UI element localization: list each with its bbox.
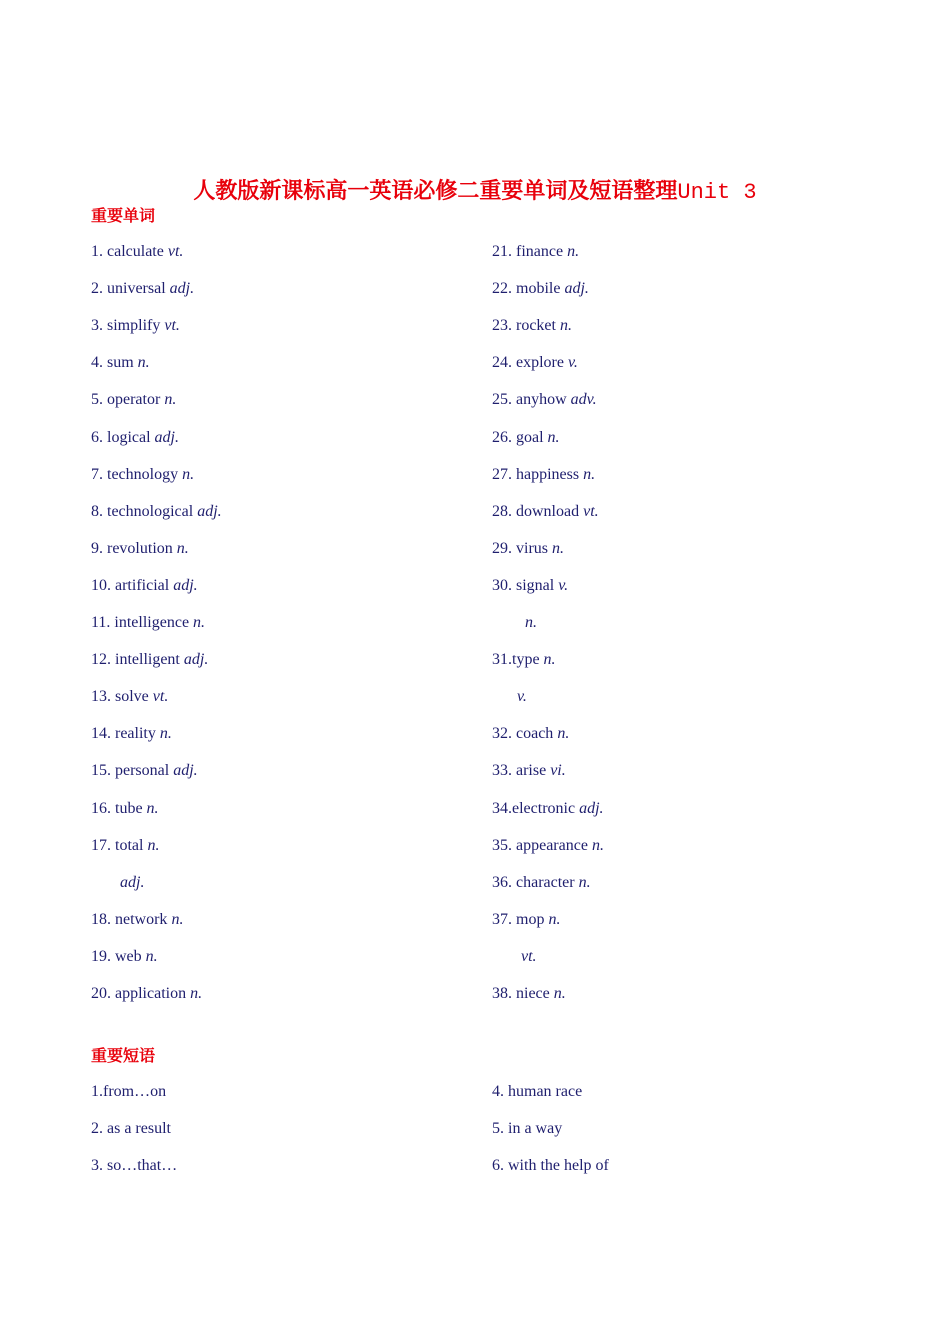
part-of-speech: n. [567, 243, 580, 260]
phrase-entry: 5. in a way [492, 1120, 563, 1137]
word-entry [492, 909, 560, 931]
word-entry [492, 427, 560, 449]
word-entry [91, 909, 183, 931]
word-entry [525, 612, 537, 634]
word-text: 12. intelligent [91, 651, 184, 668]
part-of-speech: n. [193, 614, 206, 631]
part-of-speech: v. [567, 354, 578, 371]
part-of-speech: n. [176, 540, 189, 557]
word-text: 33. arise [492, 762, 551, 779]
word-text: 17. total [91, 837, 148, 854]
word-text: 22. mobile [492, 280, 565, 297]
part-of-speech: adj. [183, 651, 209, 668]
phrase-entry: 3. so…that… [91, 1157, 178, 1174]
part-of-speech: n. [146, 800, 159, 817]
word-entry [91, 538, 189, 560]
part-of-speech: adj. [169, 280, 195, 297]
word-text: 11. intelligence [91, 614, 194, 631]
word-entry [492, 760, 566, 782]
part-of-speech: n. [182, 466, 195, 483]
part-of-speech: n. [525, 614, 537, 631]
part-of-speech: adj. [173, 577, 198, 594]
part-of-speech: n. [164, 391, 177, 408]
word-entry [91, 686, 168, 708]
part-of-speech: n. [137, 354, 150, 371]
part-of-speech: n. [591, 837, 604, 854]
word-entry [91, 723, 172, 745]
word-text: 6. logical [91, 429, 155, 446]
word-text: 15. personal [91, 762, 174, 779]
part-of-speech: n. [557, 725, 570, 742]
phrase-entry: 6. with the help of [492, 1157, 609, 1174]
word-entry [91, 501, 222, 523]
word-text: 29. virus [492, 540, 552, 557]
part-of-speech: n. [547, 429, 560, 446]
part-of-speech: n. [552, 540, 564, 557]
word-entry [91, 427, 179, 449]
word-entry [91, 760, 198, 782]
part-of-speech: n. [578, 874, 591, 891]
word-entry [91, 649, 208, 671]
phrase-entry: 1.from…on [91, 1083, 167, 1100]
word-text: 7. technology [91, 466, 183, 483]
word-entry [492, 723, 569, 745]
part-of-speech: adj. [579, 800, 604, 817]
word-text: 5. operator [91, 391, 165, 408]
part-of-speech: adv. [570, 391, 597, 408]
word-entry [492, 241, 579, 263]
word-text: 37. mop [492, 911, 549, 928]
part-of-speech: v. [517, 688, 527, 705]
part-of-speech: adj. [564, 280, 589, 297]
word-text: 36. character [492, 874, 579, 891]
word-entry [492, 389, 597, 411]
part-of-speech: vt. [583, 503, 599, 520]
word-text: 8. technological [91, 503, 198, 520]
word-text: 9. revolution [91, 540, 177, 557]
word-entry [120, 872, 144, 894]
word-entry [521, 946, 537, 968]
part-of-speech: n. [190, 985, 203, 1002]
word-text: 1. calculate [91, 243, 168, 260]
phrase-entry: 2. as a result [91, 1120, 171, 1137]
word-entry [492, 464, 595, 486]
word-entry [492, 983, 566, 1005]
word-text: 30. signal [492, 577, 559, 594]
part-of-speech: vt. [164, 317, 180, 334]
part-of-speech: vi. [550, 762, 566, 779]
word-entry [517, 686, 527, 708]
word-entry [492, 575, 568, 597]
part-of-speech: vt. [521, 948, 537, 965]
part-of-speech: n. [583, 466, 596, 483]
part-of-speech: n. [147, 837, 160, 854]
word-entry [91, 464, 194, 486]
unit-label: Unit 3 [677, 180, 757, 205]
part-of-speech: adj. [120, 874, 145, 891]
word-text: 2. universal [91, 280, 170, 297]
part-of-speech: n. [548, 911, 561, 928]
word-entry [91, 835, 159, 857]
part-of-speech: n. [159, 725, 172, 742]
word-entry [91, 315, 180, 337]
word-text: 14. reality [91, 725, 160, 742]
word-entry [492, 538, 564, 560]
part-of-speech: n. [171, 911, 184, 928]
page-title: 人教版新课标高一英语必修二重要单词及短语整理Unit 3 [193, 178, 757, 205]
word-entry [492, 501, 599, 523]
word-text: 20. application [91, 985, 191, 1002]
part-of-speech: v. [558, 577, 569, 594]
word-text: 25. anyhow [492, 391, 571, 408]
word-text: 26. goal [492, 429, 548, 446]
word-text: 3. simplify [91, 317, 165, 334]
part-of-speech: n. [559, 317, 572, 334]
word-text: 4. sum [91, 354, 138, 371]
part-of-speech: n. [543, 651, 556, 668]
part-of-speech: n. [553, 985, 566, 1002]
word-entry [91, 946, 158, 968]
word-entry [492, 835, 604, 857]
word-text: 19. web [91, 948, 146, 965]
word-entry [91, 612, 205, 634]
word-text: 31.type [492, 651, 544, 668]
part-of-speech: adj. [173, 762, 198, 779]
word-entry [91, 798, 159, 820]
word-text: 16. tube [91, 800, 147, 817]
phrase-entry: 4. human race [492, 1083, 583, 1100]
word-entry [91, 983, 202, 1005]
word-text: 24. explore [492, 354, 568, 371]
word-text: 27. happiness [492, 466, 584, 483]
word-text: 34.electronic [492, 800, 580, 817]
part-of-speech: vt. [167, 243, 184, 260]
word-entry [492, 352, 578, 374]
part-of-speech: n. [145, 948, 158, 965]
word-entry [91, 389, 176, 411]
word-entry [91, 278, 194, 300]
part-of-speech: adj. [154, 429, 179, 446]
word-text: 35. appearance [492, 837, 592, 854]
word-text: 28. download [492, 503, 584, 520]
word-entry [492, 798, 604, 820]
word-text: 10. artificial [91, 577, 174, 594]
word-entry [91, 575, 198, 597]
word-text: 13. solve [91, 688, 153, 705]
word-text: 21. finance [492, 243, 568, 260]
words-heading: 重要单词 [91, 206, 156, 225]
word-entry [91, 241, 183, 263]
word-entry [91, 352, 150, 374]
word-entry [492, 315, 572, 337]
word-entry [492, 278, 589, 300]
part-of-speech: vt. [152, 688, 169, 705]
word-text: 23. rocket [492, 317, 560, 334]
word-text: 18. network [91, 911, 172, 928]
word-text: 38. niece [492, 985, 554, 1002]
word-entry [492, 649, 556, 671]
word-text: 32. coach [492, 725, 558, 742]
part-of-speech: adj. [197, 503, 222, 520]
word-entry [492, 872, 591, 894]
phrases-heading: 重要短语 [91, 1046, 156, 1065]
